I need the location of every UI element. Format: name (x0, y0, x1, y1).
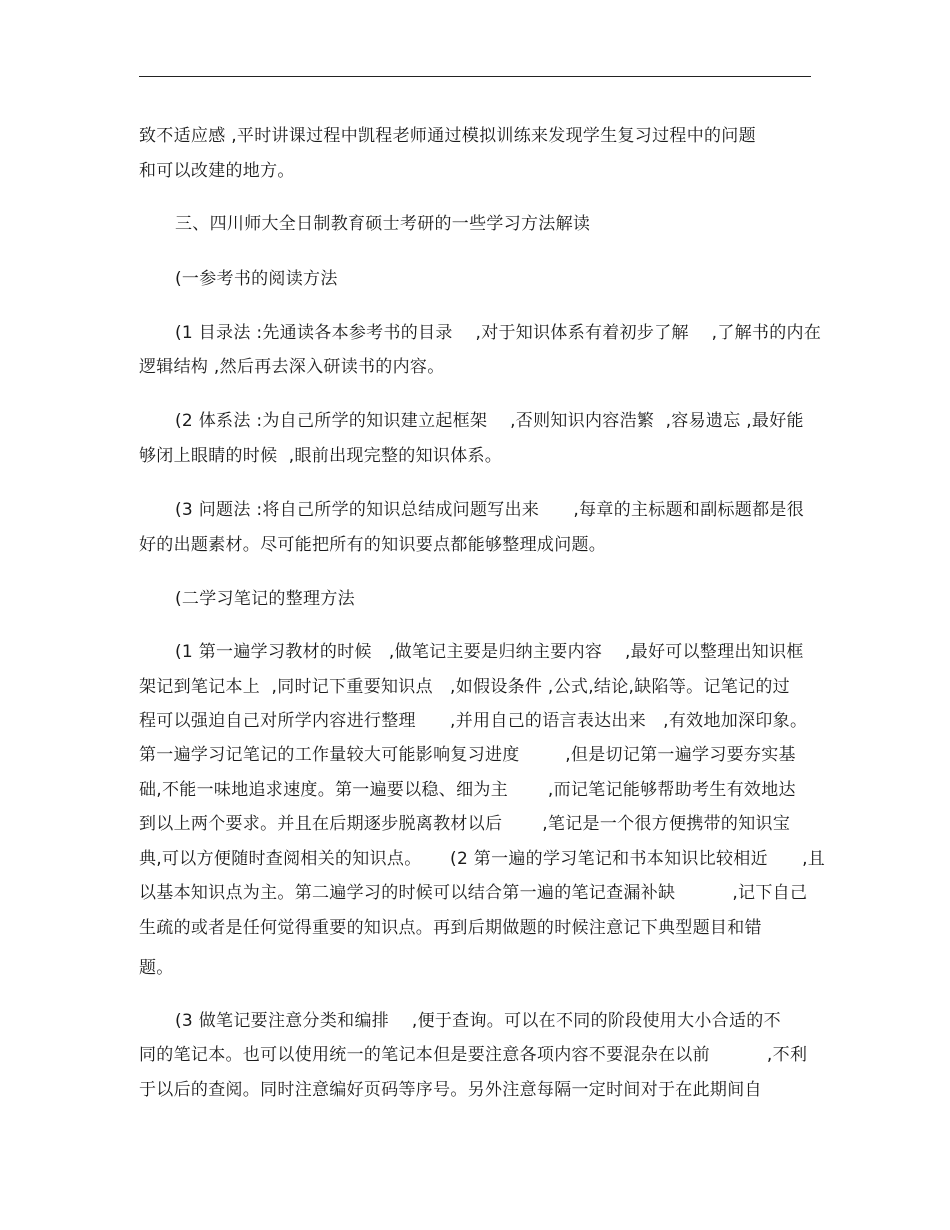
text-line: (2 体系法 :为自己所学的知识建立起框架 ,否则知识内容浩繁 ,容易遗忘 ,最好能 (175, 411, 804, 431)
text-line: 生疏的或者是任何觉得重要的知识点。再到后期做题的时候注意记下典型题目和错 (139, 918, 762, 938)
text-line: (3 问题法 :将自己所学的知识总结成问题写出来 ,每章的主标题和副标题都是很 (175, 500, 805, 520)
text-line: 第一遍学习记笔记的工作量较大可能影响复习进度 ,但是切记第一遍学习要夯实基 (139, 745, 796, 765)
subsection-heading: (一参考书的阅读方法 (175, 269, 338, 289)
text-line: (1 目录法 :先通读各本参考书的目录 ,对于知识体系有着初步了解 ,了解书的内在 (175, 323, 822, 343)
text-line: 和可以改建的地方。 (139, 161, 295, 181)
text-line: 典,可以方便随时查阅相关的知识点。 (2 第一遍的学习笔记和书本知识比较相近 ,且 (139, 849, 826, 869)
text-line: (1 第一遍学习教材的时候 ,做笔记主要是归纳主要内容 ,最好可以整理出知识框 (175, 642, 804, 662)
text-line: 同的笔记本。也可以使用统一的笔记本但是要注意各项内容不要混杂在以前 ,不利 (139, 1045, 808, 1065)
text-line: 致不适应感 ,平时讲课过程中凯程老师通过模拟训练来发现学生复习过程中的问题 (139, 126, 756, 146)
subsection-heading: (二学习笔记的整理方法 (175, 589, 355, 609)
text-line: 题。 (139, 958, 174, 978)
text-line: 程可以强迫自己对所学内容进行整理 ,并用自己的语言表达出来 ,有效地加深印象。 (139, 711, 808, 731)
text-line: 逻辑结构 ,然后再去深入研读书的内容。 (139, 357, 445, 377)
text-line: 以基本知识点为主。第二遍学习的时候可以结合第一遍的笔记查漏补缺 ,记下自己 (139, 883, 808, 903)
text-line: 架记到笔记本上 ,同时记下重要知识点 ,如假设条件 ,公式,结论,缺陷等。记笔记的过 (139, 677, 790, 697)
text-line: 到以上两个要求。并且在后期逐步脱离教材以后 ,笔记是一个很方便携带的知识宝 (139, 814, 791, 834)
section-heading: 三、四川师大全日制教育硕士考研的一些学习方法解读 (175, 214, 591, 234)
text-line: 够闭上眼睛的时候 ,眼前出现完整的知识体系。 (139, 446, 503, 466)
text-line: 好的出题素材。尽可能把所有的知识要点都能够整理成问题。 (139, 535, 607, 555)
text-line: 于以后的查阅。同时注意编好页码等序号。另外注意每隔一定时间对于在此期间自 (139, 1080, 762, 1100)
header-rule (139, 76, 811, 77)
text-line: 础,不能一味地追求速度。第一遍要以稳、细为主 ,而记笔记能够帮助考生有效地达 (139, 780, 796, 800)
text-line: (3 做笔记要注意分类和编排 ,便于查询。可以在不同的阶段使用大小合适的不 (175, 1011, 781, 1031)
